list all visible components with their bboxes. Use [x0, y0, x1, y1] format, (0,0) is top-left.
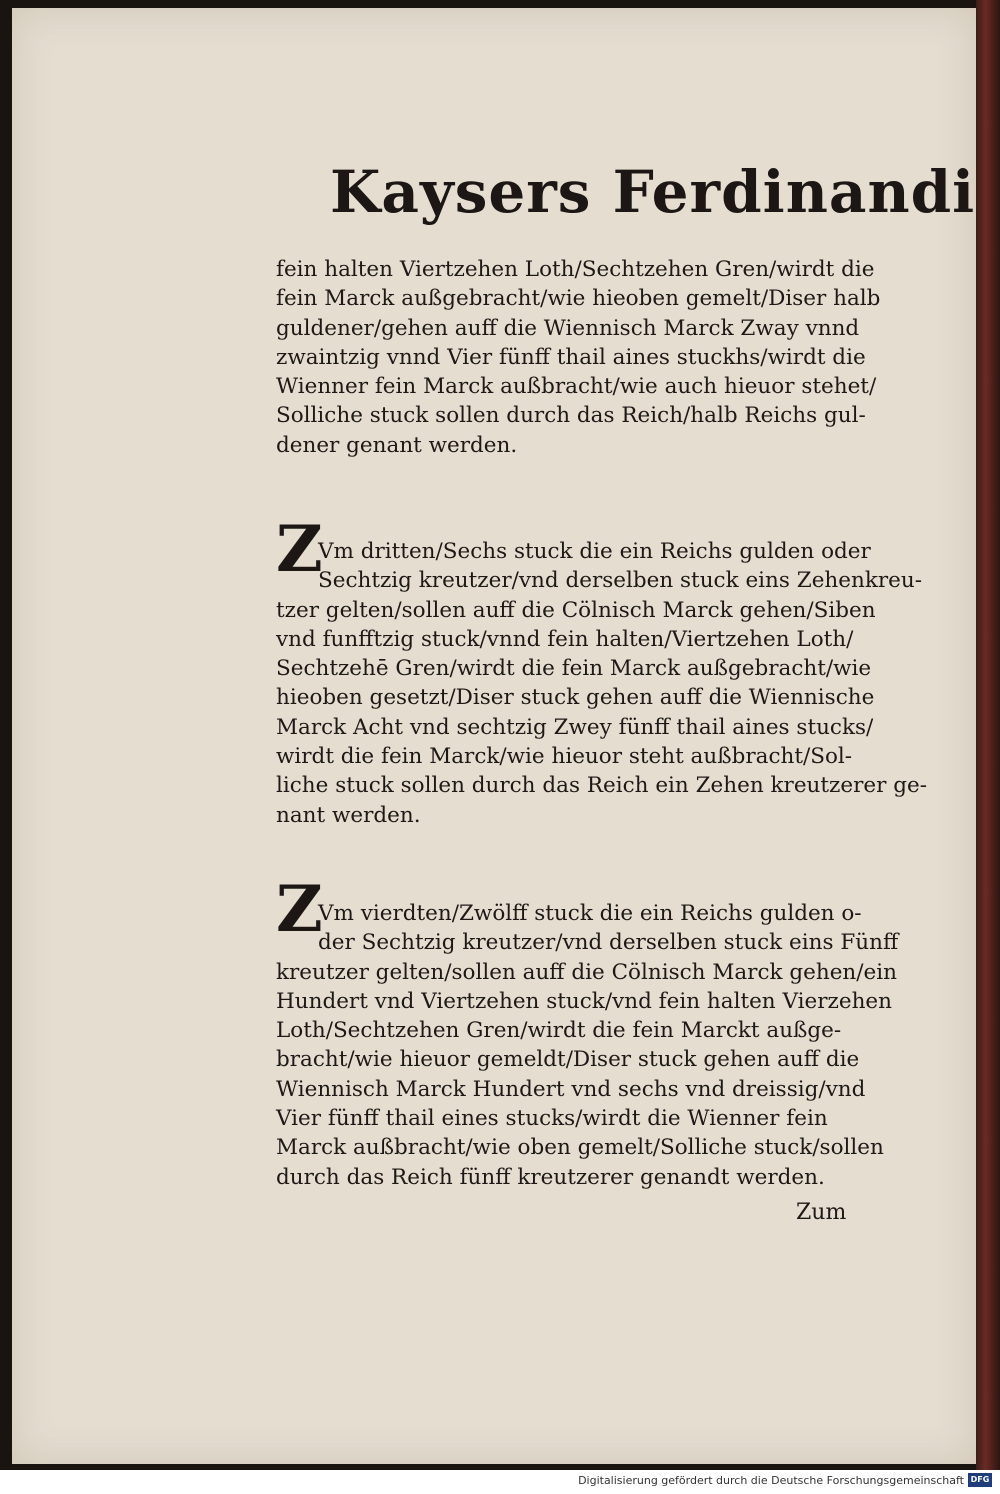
- text-line: hieoben gesetzt/Diser stuck gehen auff die Wiennische: [276, 685, 875, 711]
- text-line: Solliche stuck sollen durch das Reich/halb Reichs gul-: [276, 403, 866, 429]
- text-line: Marck außbracht/wie oben gemelt/Solliche stuck/sollen: [276, 1135, 884, 1161]
- text-line: dener genant werden.: [276, 432, 518, 458]
- text-line: zwaintzig vnnd Vier fünff thail aines stuckhs/wirdt die: [276, 344, 866, 370]
- text-line: Hundert vnd Viertzehen stuck/vnd fein halten Vierzehen: [276, 988, 892, 1014]
- text-line: der Sechtzig kreutzer/vnd derselben stuck eins Fünff: [318, 930, 899, 956]
- text-line: Wienner fein Marck außbracht/wie auch hieuor stehet/: [276, 374, 877, 400]
- text-line: Marck Acht vnd sechtzig Zwey fünff thail aines stucks/: [276, 714, 874, 740]
- text-line: fein halten Viertzehen Loth/Sechtzehen Gren/wirdt die: [276, 257, 875, 282]
- footer-credit: Digitalisierung gefördert durch die Deutsche Forschungsgemeinschaft: [578, 1474, 964, 1487]
- text-line: Vm vierdten/Zwölff stuck die ein Reichs gulden o-: [318, 901, 862, 926]
- text-line: wirdt die fein Marck/wie hieuor steht außbracht/Sol-: [276, 744, 853, 770]
- text-line: Wiennisch Marck Hundert vnd sechs vnd dreissig/vnd: [276, 1076, 866, 1102]
- dropcap-2: Z: [276, 512, 323, 587]
- text-line: liche stuck sollen durch das Reich ein Zehen kreutzerer ge-: [276, 773, 927, 799]
- text-line: Loth/Sechtzehen Gren/wirdt die fein Marckt außge-: [276, 1018, 842, 1044]
- paragraph-2: [276, 537, 927, 830]
- text-line: bracht/wie hieuor gemeldt/Diser stuck gehen auff die: [276, 1047, 860, 1073]
- text-line: Sechtzig kreutzer/vnd derselben stuck eins Zehenkreu-: [318, 568, 922, 594]
- catchword: Zum: [796, 1200, 847, 1225]
- text-line: tzer gelten/sollen auff die Cölnisch Marck gehen/Siben: [276, 597, 876, 623]
- text-line: Vier fünff thail eines stucks/wirdt die Wienner fein: [276, 1106, 828, 1132]
- dropcap-3: Z: [276, 872, 323, 947]
- text-line: vnd funfftzig stuck/vnnd fein halten/Viertzehen Loth/: [276, 626, 854, 652]
- text-line: fein Marck außgebracht/wie hieoben gemelt/Diser halb: [276, 286, 881, 312]
- paragraph-1: [276, 255, 881, 460]
- text-line: Sechtzehē Gren/wirdt die fein Marck außgebracht/wie: [276, 656, 872, 682]
- text-line: kreutzer gelten/sollen auff die Cölnisch Marck gehen/ein: [276, 959, 897, 985]
- text-line: nant werden.: [276, 802, 421, 828]
- text-line: durch das Reich fünff kreutzerer genandt werden.: [276, 1164, 825, 1190]
- text-line: Vm dritten/Sechs stuck die ein Reichs gulden oder: [318, 539, 871, 564]
- paragraph-3: [276, 899, 899, 1192]
- text-line: guldener/gehen auff die Wiennisch Marck Zway vnnd: [276, 315, 860, 341]
- dfg-logo-icon: DFG: [968, 1473, 992, 1487]
- page-heading: Kaysers Ferdinandi: [330, 158, 976, 226]
- book-edge: [976, 0, 1000, 1470]
